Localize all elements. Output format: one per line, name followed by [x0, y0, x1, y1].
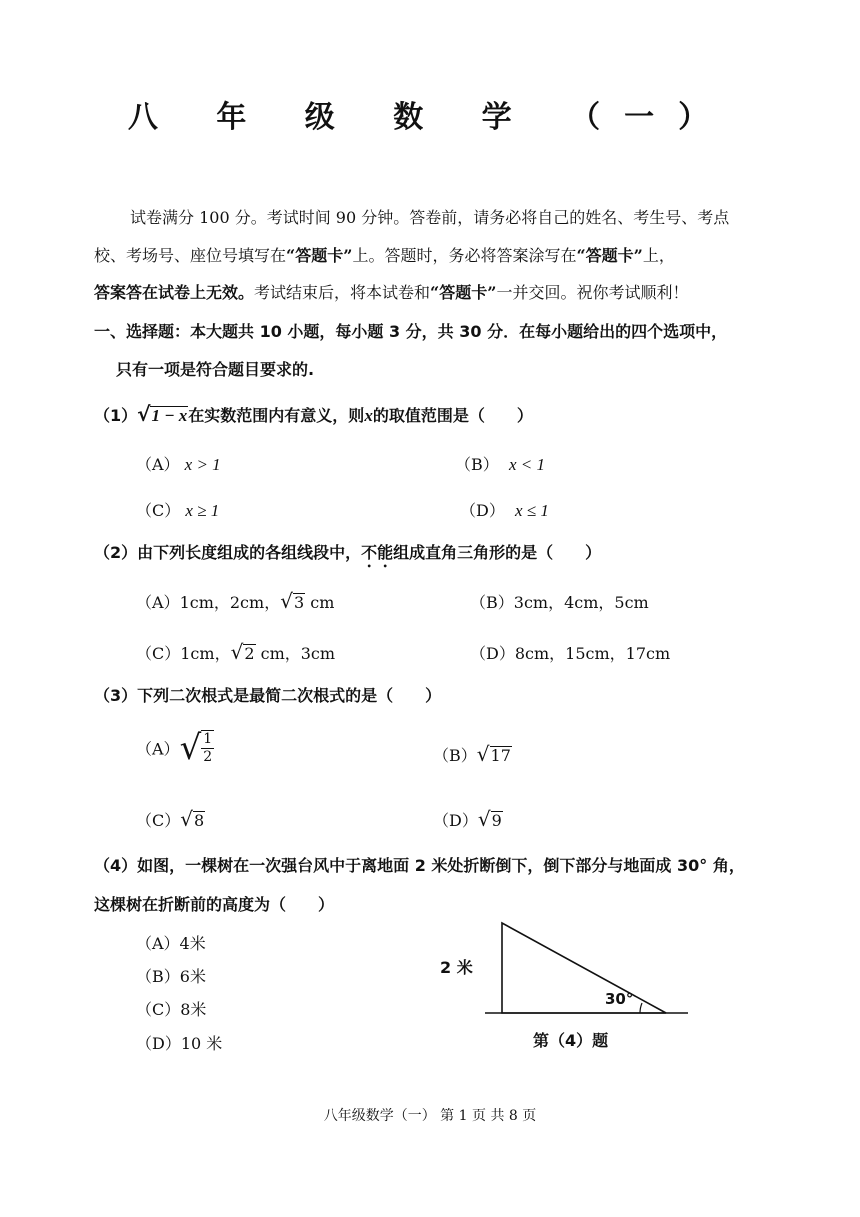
q2-option-a — [136, 590, 334, 613]
question-1-stem — [94, 403, 533, 426]
intro-line-1: 试卷满分 100 分。考试时间 90 分钟。答卷前，请务必将自己的姓名、考生号、考点 — [130, 208, 730, 227]
figure-caption: 第（4）题 — [533, 1031, 609, 1050]
stem-text: 的取值范围是（ ） — [372, 406, 533, 425]
option-expr: x ≤ 1 — [515, 501, 549, 520]
intro-text: 校、考场号、座位号填写在 — [94, 246, 287, 265]
stem-text: 在实数范围内有意义，则 — [188, 406, 365, 425]
radical-sign: √ — [179, 727, 202, 768]
question-3-stem: （3）下列二次根式是最简二次根式的是（ ） — [94, 686, 442, 705]
option-expr: x > 1 — [184, 455, 221, 474]
question-4-stem: （4）如图，一棵树在一次强台风中于离地面 2 米处折断倒下，倒下部分与地面成 30° 角， — [94, 856, 745, 875]
option-label: （A） — [136, 739, 180, 759]
stem-text: 组成直角三角形的是（ ） — [393, 543, 602, 562]
option-label: （A） — [136, 593, 180, 612]
q3-option-d — [433, 808, 503, 831]
radicand: 17 — [490, 746, 511, 765]
q3-option-c — [136, 808, 205, 831]
radicand: 3 — [293, 593, 305, 612]
answer-card-term: “答题卡” — [430, 283, 497, 302]
q2-option-c — [136, 641, 335, 664]
q1-option-c — [136, 498, 219, 521]
angle-arc — [640, 1003, 642, 1013]
option-label: （B） — [433, 746, 477, 765]
radicand: 2 — [244, 644, 255, 663]
intro-text: 上。答题时，务必将答案涂写在 — [352, 246, 577, 265]
option-text: 8cm，15cm，17cm — [514, 644, 671, 663]
option-expr: x ≥ 1 — [185, 501, 220, 520]
answer-card-term: “答题卡” — [286, 246, 353, 265]
radicand: 1 − x — [151, 406, 188, 425]
question-number: （1） — [94, 406, 138, 425]
option-text: 3cm，4cm，5cm — [513, 593, 649, 612]
q2-option-b — [470, 590, 649, 613]
fraction — [201, 730, 214, 766]
radical-sign: √ — [137, 402, 151, 426]
q2-option-d — [470, 641, 670, 664]
q4-option-c: （C）8米 — [136, 1000, 207, 1019]
radical-sign: √ — [280, 589, 293, 613]
option-text: 1cm， — [180, 644, 231, 663]
question-2-stem — [94, 540, 601, 571]
q1-option-d — [460, 498, 549, 521]
q1-option-b — [455, 452, 545, 475]
variable: x — [364, 406, 373, 425]
radicand: 8 — [194, 811, 205, 830]
radical-sign: √ — [476, 742, 490, 766]
option-text: cm，3cm — [255, 644, 336, 663]
q4-option-a: （A）4米 — [136, 934, 206, 953]
radical-sign: √ — [230, 640, 244, 664]
option-label: （D） — [470, 644, 515, 663]
radicand: 9 — [491, 811, 502, 830]
q4-option-d: （D）10 米 — [136, 1034, 223, 1053]
page-title: 八 年 级 数 学 （一） — [127, 100, 733, 135]
triangle-figure — [480, 915, 695, 1020]
intro-line-3 — [94, 280, 688, 303]
option-label: （C） — [136, 644, 181, 663]
option-label: （D） — [460, 501, 505, 520]
option-label: （D） — [433, 811, 478, 830]
intro-line-2 — [94, 243, 675, 266]
angle-label: 30° — [605, 990, 634, 1008]
option-label: （C） — [136, 501, 181, 520]
q4-option-b: （B）6米 — [136, 967, 206, 986]
intro-text: 上， — [642, 246, 675, 265]
intro-text: 一并交回。祝你考试顺利！ — [496, 283, 689, 302]
radical-sign: √ — [180, 807, 193, 831]
option-label: （A） — [136, 455, 180, 474]
emphasis-not: 不能 — [361, 543, 394, 562]
option-text: cm — [305, 593, 335, 612]
option-text: 1cm，2cm， — [179, 593, 281, 612]
page-footer: 八年级数学（一） 第 1 页 共 8 页 — [323, 1108, 537, 1124]
q1-option-a — [136, 452, 221, 475]
option-label: （B） — [455, 455, 499, 474]
side-label: 2 米 — [440, 958, 473, 977]
section-heading-cont: 只有一项是符合题目要求的. — [116, 360, 315, 379]
numerator: 1 — [203, 731, 213, 747]
radical-sign: √ — [477, 807, 491, 831]
question-4-stem-cont: 这棵树在折断前的高度为（ ） — [94, 895, 335, 914]
tree-triangle — [502, 923, 666, 1013]
q3-option-b — [433, 743, 512, 766]
intro-warning: 答案答在试卷上无效。 — [94, 283, 255, 302]
option-label: （C） — [136, 811, 181, 830]
answer-card-term: “答题卡” — [576, 246, 643, 265]
q3-option-a — [136, 727, 214, 768]
stem-text: （2）由下列长度组成的各组线段中， — [94, 543, 362, 562]
section-heading: 一、选择题：本大题共 10 小题，每小题 3 分，共 30 分．在每小题给出的四个选项中， — [94, 322, 728, 341]
denominator: 2 — [203, 748, 213, 765]
option-expr: x < 1 — [508, 455, 545, 474]
intro-text: 考试结束后，将本试卷和 — [254, 283, 431, 302]
option-label: （B） — [470, 593, 514, 612]
